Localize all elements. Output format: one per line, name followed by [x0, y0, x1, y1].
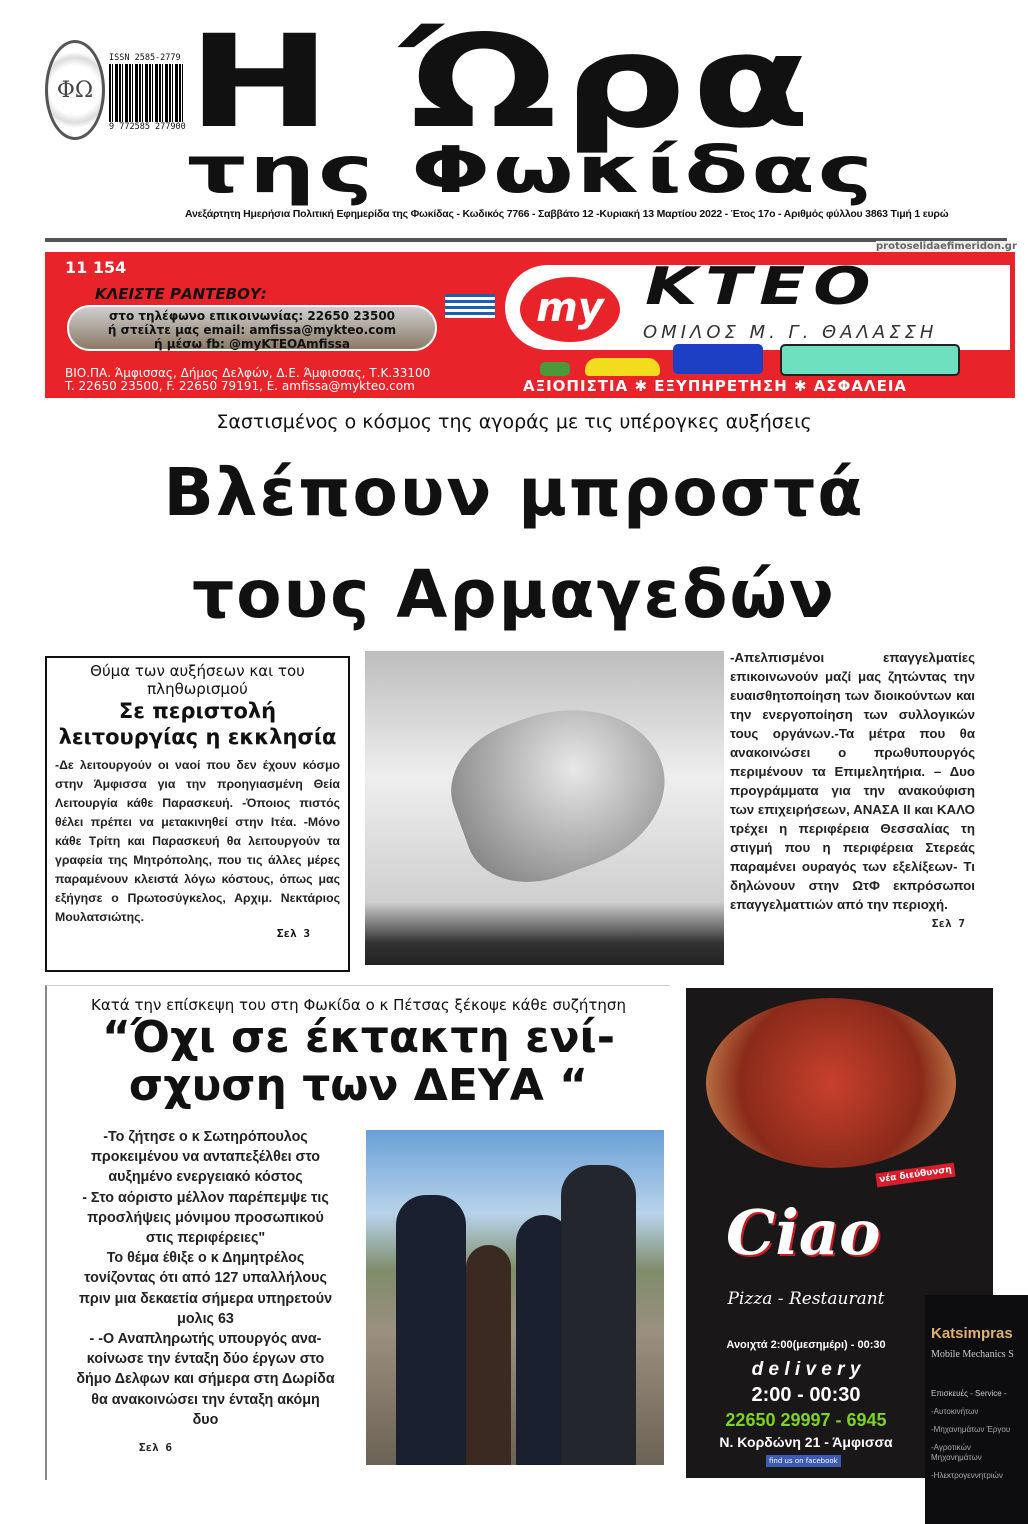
- pill-line: στο τηλέφωνο επικοινωνίας: 22650 23500: [108, 309, 396, 323]
- ad-phone-short: 11 154: [65, 258, 127, 277]
- coin-letters: ΦΩ: [56, 77, 94, 103]
- text-line: κοίνωσε την ένταξη δύο έργων στο: [86, 1351, 325, 1368]
- deya-headline-2: σχυση των ΔΕΥΑ “: [128, 1060, 589, 1111]
- lead-kicker: Σαστισμένος ο κόσμος της αγοράς με τις υπέρογκες αυξήσεις: [216, 411, 812, 433]
- text-line: μολις 63: [177, 1310, 234, 1327]
- kats-item: -Αγροτικών Μηχανημάτων: [931, 1443, 982, 1462]
- text-line: στις περιφέρειες": [145, 1230, 266, 1247]
- ad-slogan: ΑΞΙΟΠΙΣΤΙΑ ✱ ΕΞΥΠΗΡΕΤΗΣΗ ✱ ΑΣΦΑΛΕΙΑ: [523, 377, 908, 395]
- contact-line: T. 22650 23500, F. 22650 79191, E. amfissa@mykteo.com: [65, 379, 415, 393]
- officials-photo: [366, 1130, 664, 1465]
- masthead-subtitle: της Φωκίδας: [187, 134, 876, 208]
- text-line: προσλήψεις μόνιμου προσωπικού: [87, 1209, 324, 1226]
- issue-info: Ανεξάρτητη Ημερήσια Πολιτική Εφημερίδα της Φωκίδας - Κωδικός 7766 - Σαββάτο 12 -Κυριακή 13 Μαρτίου 2022 - Έτος 17ο - Αριθμός φύλλου 3863 Τιμή 1 ευρώ: [185, 208, 949, 220]
- kats-tagline: Mobile Mechanics S: [931, 1349, 1014, 1360]
- deya-text: [48, 1127, 363, 1458]
- issn-barcode: [108, 52, 185, 142]
- ad-address: Ν. Κορδώνη 21 - Άμφισσα: [719, 1434, 893, 1450]
- person-figure: [396, 1195, 466, 1465]
- ad-delivery-hours: 2:00 - 00:30: [751, 1384, 861, 1406]
- katsimpras-ad[interactable]: [925, 1295, 1028, 1524]
- greek-flag-icon: [445, 294, 495, 318]
- lead-headline-line2[interactable]: τους Αρμαγεδών: [192, 556, 836, 633]
- lead-body: -Απελπισμένοι επαγγελματίες επικοινωνούν μαζί μας ζητώντας την ευαισθητοποίηση των διοικούντων και την ενεργοποίηση των συλλογικών τους οργάνων.-Τα μέτρα που θα ανακοινώσει ο πρωθυπουργός περιμένουν τα Επιμελητήρια. – Δυο προγράμματα για την ανακούφιση των επιχειρήσεων, ΑΝΑΣΑ ΙΙ και ΚΑΛΟ τρέχει η περιφέρεια Θεσσαλίας τη στιγμή που η περιφέρεια Στερεάς παραμένει ουραγός των εξελίξεων- Τι δηλώνουν στην ΩτΦ εκπρόσωποι επαγγελματτιών από την περιοχή.: [730, 650, 975, 912]
- bus-icon: [780, 344, 960, 376]
- text-line: δυο: [192, 1411, 219, 1428]
- kats-services: Επισκευές - Service -: [931, 1389, 1007, 1398]
- text-line: προκειμένου να ανταπεξέλθει στο: [90, 1149, 321, 1166]
- text-line: - -Ο Αναπληρωτής υπουργός ανα-: [89, 1331, 322, 1348]
- kats-item: -Ηλεκτρογεννητριών: [931, 1471, 1003, 1480]
- kats-item: -Μηχανημάτων Έργου: [931, 1425, 1011, 1434]
- text-line: δήμο Δελφων και σήμερα στη Δωρίδα: [76, 1371, 335, 1388]
- barcode-bars: [109, 64, 184, 122]
- person-figure: [561, 1165, 636, 1465]
- hand-shape: [434, 680, 686, 902]
- hand-over-city-image: [365, 651, 724, 965]
- ad-badge: νέα διεύθυνση: [875, 1163, 955, 1188]
- lead-page-ref: Σελ 7: [931, 917, 965, 930]
- source-label[interactable]: protoselidaefimeridon.gr: [876, 241, 1010, 256]
- kats-item: -Αυτοκινήτων: [931, 1407, 979, 1416]
- church-article[interactable]: [45, 656, 350, 972]
- deya-headline-1: “Όχι σε έκτακτη ενί-: [102, 1012, 615, 1063]
- masthead-title: Η Ώρα: [187, 8, 816, 157]
- barcode-number: 9 772585 277900: [109, 122, 186, 132]
- pizza-image: [706, 998, 956, 1168]
- text-line: πριν μια δεκαετία σήμερα υπηρετούν: [78, 1290, 333, 1307]
- church-headline: Σε περιστολή λειτουργίας η εκκλησία: [58, 699, 337, 749]
- church-text: -Δε λειτουργούν οι ναοί που δεν έχουν κόσμο στην Άμφισσα για την προηγιασμένη Θεία Λειτουργία κάθε Παρασκευή. -Όποιος πιστός θέλει πρέπει να μετακινηθεί στην Ιτέα. -Μόνο κάθε Τρίτη και Παρασκευή θα λειτουργούν τα γραφεία της Μητρόπολης, που τις άλλες μέρες παραμένουν κλειστά λόγω κόστους, όπως μας εξήγησε ο Πρωτοσύγκελος, Αρχιμ. Νεκτάριος Μουλατσιώτης.: [55, 758, 340, 924]
- kats-name: Katsimpras: [931, 1325, 1013, 1342]
- lead-text: [730, 648, 975, 933]
- ad-contact-pill: [67, 305, 437, 351]
- text-line: αυξημένο ενεργειακό κόστος: [108, 1169, 303, 1186]
- lead-headline-line1[interactable]: Βλέπουν μπροστά: [163, 454, 865, 531]
- ad-phones[interactable]: 22650 29997 - 6945: [725, 1410, 887, 1430]
- pill-line: ή μέσω fb: @myKTEOAmfissa: [154, 337, 350, 351]
- text-line: τονίζοντας ότι από 127 υπαλλήλους: [84, 1270, 327, 1287]
- scooter-icon: [540, 362, 570, 376]
- kteo-ad[interactable]: [45, 252, 1015, 398]
- newspaper-coin-logo: [45, 40, 105, 140]
- text-line: θα ανακοινώσει την ένταξη ακόμη: [91, 1391, 320, 1408]
- issn: ISSN 2585-2779: [109, 53, 181, 63]
- address-line: ΒΙΟ.ΠΑ. Άμφισσας, Δήμος Δελφών, Δ.Ε. Άμφισσας, Τ.Κ.33100: [65, 366, 431, 380]
- truck-icon: [673, 344, 763, 374]
- ad-type: Pizza - Restaurant: [727, 1289, 885, 1309]
- facebook-badge[interactable]: find us on facebook: [766, 1455, 841, 1467]
- ad-group: ΟΜΙΛΟΣ Μ. Γ. ΘΑΛΑΣΣΗ: [643, 322, 938, 343]
- ad-brand: ΚΤΕΟ: [645, 257, 879, 317]
- deya-kicker: Κατά την επίσκεψη του στη Φωκίδα ο κ Πέτσας ξέκοψε κάθε συζήτηση: [91, 996, 626, 1014]
- ad-book-title: ΚΛΕΙΣΤΕ ΡΑΝΤΕΒΟΥ:: [95, 285, 267, 303]
- text-line: - Στο αόριστο μέλλον παρέπεμψε τις: [82, 1189, 329, 1206]
- ad-address: [65, 367, 430, 393]
- ad-delivery: d e l i v e r y: [751, 1359, 861, 1380]
- divider: [45, 238, 1007, 242]
- car-icon: [585, 358, 660, 376]
- person-figure: [466, 1245, 511, 1465]
- ciao-logo: Ciao: [726, 1196, 881, 1269]
- text-line: Το θέμα έθιξε ο κ Δημητρέλος: [106, 1250, 305, 1267]
- deya-page-ref: Σελ 6: [138, 1441, 173, 1455]
- church-page-ref: Σελ 3: [276, 927, 310, 940]
- pill-line: ή στείλτε μας email: amfissa@mykteo.com: [107, 323, 397, 337]
- ad-hours: Ανοιχτά 2:00(μεσημέρι) - 00:30: [726, 1339, 886, 1351]
- church-kicker: Θύμα των αυξήσεων και του πληθωρισμού: [90, 662, 305, 698]
- text-line: -Το ζήτησε ο κ Σωτηρόπουλος: [103, 1129, 308, 1145]
- my-logo: my: [515, 272, 625, 347]
